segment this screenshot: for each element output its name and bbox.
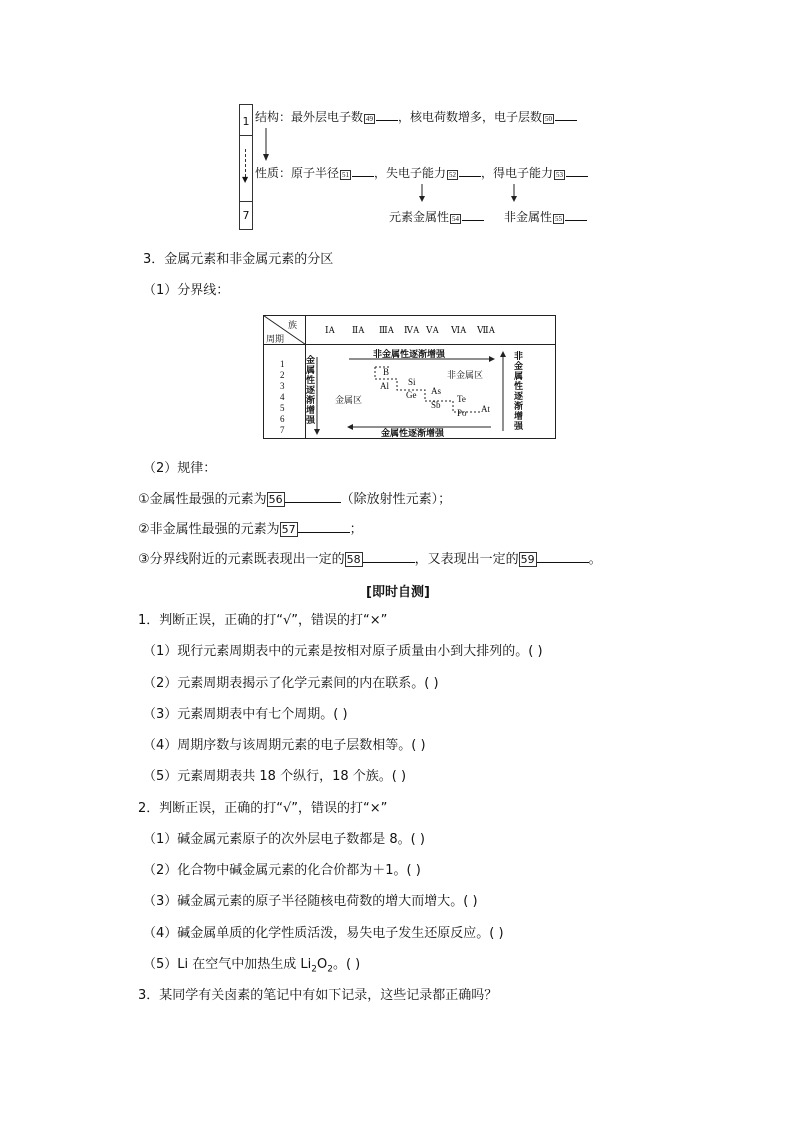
subheading-boundary: （1）分界线： bbox=[143, 283, 230, 298]
property-line bbox=[255, 166, 588, 180]
rule-3 bbox=[138, 550, 602, 569]
blank-number: 51 bbox=[342, 171, 350, 179]
property-mid2: ，得电子能力 bbox=[481, 166, 554, 180]
element-symbol: Ge bbox=[406, 390, 417, 400]
element-symbol: B bbox=[383, 367, 390, 377]
period-bar bbox=[239, 104, 253, 230]
metallicity-label: 元素金属性 bbox=[389, 210, 450, 224]
group-label: ⅦA bbox=[477, 325, 496, 335]
metal-nonmetal-boundary-diagram bbox=[263, 315, 556, 439]
property-mid1: ，失电子能力 bbox=[374, 166, 447, 180]
question-item: （1）碱金属元素原子的次外层电子数都是 8。( ) bbox=[143, 832, 425, 847]
arrow-down-icon bbox=[261, 128, 271, 162]
structure-prefix: 结构：最外层电子数 bbox=[255, 110, 364, 124]
question-1-title: 1．判断正误，正确的打“√”，错误的打“×” bbox=[138, 613, 388, 628]
period-number: 5 bbox=[280, 403, 285, 413]
nonmetallicity-label: 非金属性 bbox=[504, 210, 553, 224]
period-number: 7 bbox=[280, 425, 285, 435]
bottom-arrow-label: 金属性逐渐增强 bbox=[381, 428, 445, 438]
li-text-b: O bbox=[316, 957, 328, 972]
question-item: （3）元素周期表中有七个周期。( ) bbox=[143, 707, 348, 722]
question-3-title: 3．某同学有关卤素的笔记中有如下记录，这些记录都正确吗？ bbox=[138, 988, 498, 1003]
group-label: ⅥA bbox=[451, 325, 467, 335]
rule-2-tail: ； bbox=[349, 522, 363, 537]
blank-number: 59 bbox=[520, 553, 535, 566]
element-symbol: Po bbox=[457, 408, 467, 418]
period-number: 2 bbox=[280, 370, 285, 380]
blank-number: 53 bbox=[556, 171, 564, 179]
element-symbol: As bbox=[431, 386, 442, 396]
rule-1-text: ①金属性最强的元素为 bbox=[138, 492, 267, 507]
answer-blank[interactable] bbox=[298, 520, 350, 533]
period-number: 6 bbox=[280, 414, 285, 424]
question-item-li2o2 bbox=[143, 956, 360, 979]
subscript: 2 bbox=[327, 964, 333, 975]
answer-blank[interactable] bbox=[285, 490, 341, 503]
period-label-bottom: 7 bbox=[242, 209, 250, 222]
rule-2-text: ②非金属性最强的元素为 bbox=[138, 522, 280, 537]
metallicity-line bbox=[389, 210, 587, 224]
group-label: ⅤA bbox=[426, 325, 439, 335]
property-prefix: 性质：原子半径 bbox=[255, 166, 340, 180]
answer-blank[interactable] bbox=[537, 550, 589, 563]
element-symbol: Al bbox=[380, 381, 389, 391]
question-item: （1）现行元素周期表中的元素是按相对原子质量由小到大排列的。( ) bbox=[143, 644, 543, 659]
blank-number: 52 bbox=[449, 171, 457, 179]
header-group: 族 bbox=[288, 320, 298, 330]
nonmetal-zone-label: 非金属区 bbox=[447, 370, 484, 380]
question-item: （4）周期序数与该周期元素的电子层数相等。( ) bbox=[143, 738, 426, 753]
arrow-down-icon: ▼ bbox=[242, 175, 249, 184]
left-vertical-label: 金属性逐渐增强 bbox=[306, 355, 316, 425]
question-item: （4）碱金属单质的化学性质活泼，易失电子发生还原反应。( ) bbox=[143, 926, 504, 941]
section-title: 3．金属元素和非金属元素的分区 bbox=[143, 252, 334, 267]
group-label: ⅢA bbox=[379, 325, 395, 335]
question-item: （2）化合物中碱金属元素的化合价都为＋1。( ) bbox=[143, 863, 421, 878]
structure-mid: ，核电荷数增多，电子层数 bbox=[398, 110, 543, 124]
blank-number: 54 bbox=[452, 215, 460, 223]
blank-number: 50 bbox=[545, 115, 553, 123]
subscript: 2 bbox=[311, 964, 317, 975]
rule-1-tail: （除放射性元素）； bbox=[340, 492, 452, 507]
li-text-a: （5）Li 在空气中加热生成 Li bbox=[143, 957, 312, 972]
top-arrow-label: 非金属性逐渐增强 bbox=[373, 349, 446, 359]
structure-property-diagram bbox=[239, 104, 599, 230]
period-number: 3 bbox=[280, 381, 285, 391]
question-2-title: 2．判断正误，正确的打“√”，错误的打“×” bbox=[138, 801, 388, 816]
blank-number: 49 bbox=[366, 115, 374, 123]
blank-number: 56 bbox=[268, 493, 283, 506]
subheading-rules: （2）规律： bbox=[143, 461, 217, 476]
period-label-top: 1 bbox=[242, 115, 250, 128]
group-label: ⅡA bbox=[352, 325, 365, 335]
rule-1 bbox=[138, 490, 451, 509]
self-test-title: [即时自测] bbox=[366, 585, 430, 600]
group-label: ⅣA bbox=[404, 325, 420, 335]
group-label: ⅠA bbox=[325, 325, 336, 335]
question-item: （5）元素周期表共 18 个纵行，18 个族。( ) bbox=[143, 769, 407, 784]
rule-3-text: ③分界线附近的元素既表现出一定的 bbox=[138, 552, 345, 567]
question-item: （3）碱金属元素的原子半径随核电荷数的增大而增大。( ) bbox=[143, 894, 478, 909]
question-item: （2）元素周期表揭示了化学元素间的内在联系。( ) bbox=[143, 676, 439, 691]
rule-3-tail: 。 bbox=[588, 552, 602, 567]
li-text-c: 。( ) bbox=[332, 957, 361, 972]
blank-number: 57 bbox=[281, 523, 296, 536]
element-symbol: At bbox=[481, 404, 490, 414]
metal-zone-label: 金属区 bbox=[335, 395, 363, 405]
period-number: 4 bbox=[280, 392, 285, 402]
arrow-down-icon bbox=[417, 184, 427, 204]
rule-3-mid: ，又表现出一定的 bbox=[414, 552, 519, 567]
rule-2 bbox=[138, 520, 363, 539]
header-period: 周期 bbox=[266, 334, 285, 344]
answer-blank[interactable] bbox=[363, 550, 415, 563]
arrow-down-icon bbox=[509, 184, 519, 204]
blank-number: 55 bbox=[555, 215, 563, 223]
blank-number: 58 bbox=[346, 553, 361, 566]
element-symbol: Sb bbox=[431, 400, 441, 410]
element-symbol: Te bbox=[457, 394, 466, 404]
right-vertical-label: 非金属性逐渐增强 bbox=[514, 351, 524, 431]
element-symbol: Si bbox=[408, 377, 416, 387]
period-number: 1 bbox=[280, 359, 285, 369]
structure-line bbox=[255, 110, 577, 124]
